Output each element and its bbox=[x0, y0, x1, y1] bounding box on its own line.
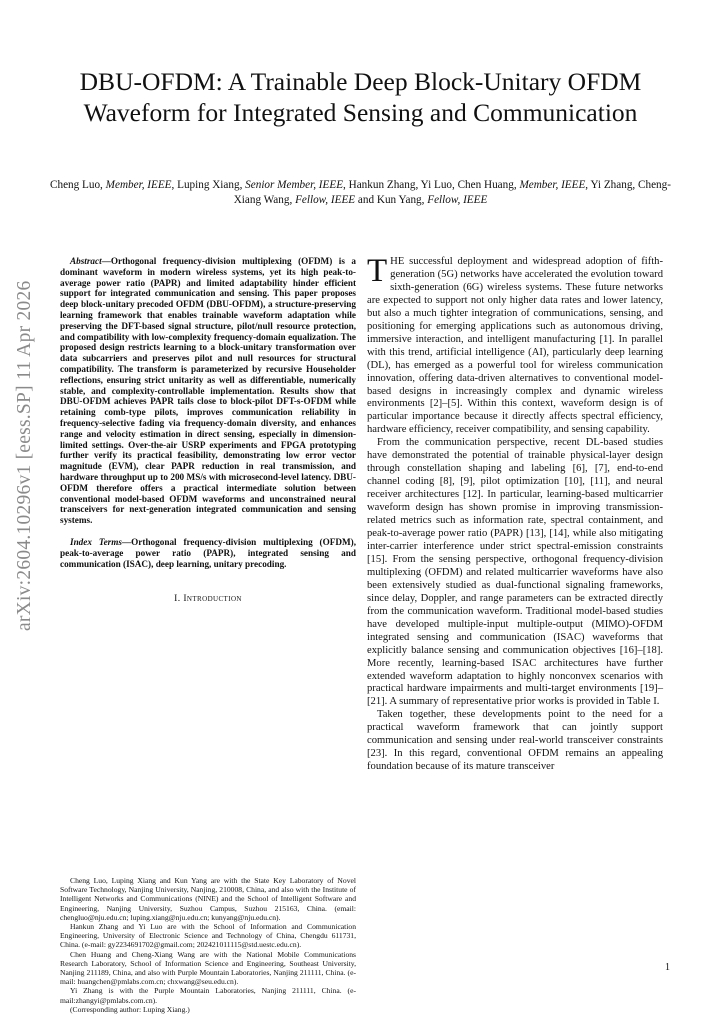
abstract-text: —Orthogonal frequency-division multiplexing (OFDM) is a dominant waveform in modern wireless systems, yet its high peak-to-average power ratio (PAPR) and limited adaptability hinder efficient support for integrated communication and sensing. This paper proposes deep block-unitary precoded OFDM (DBU-OFDM), a structure-preserving learning framework that enables trainable waveform adaptation while preserving the DFT-based signal structure, pilot/null resource protection, and compatibility with low-complexity frequency-domain equalization. The proposed design restricts learning to a block-unitary transformation over data subcarriers and preserves pilot and null resources for structural compatibility. The transform is parameterized by recursive Householder reflections, ensuring strict unitarity as well as differentiable, numerically stable, and complexity-controllable implementation. Results show that DBU-OFDM achieves PAPR tails close to block-pilot DFT-s-OFDM while retaining comb-type pilots, improves communication reliability in frequency-selective fading via frequency-domain diversity, and enhances range and velocity estimation in direct sensing, especially in dimension-limited settings. Over-the-air USRP experiments and FPGA prototyping further verify its practical feasibility, demonstrating low error vector magnitude (EVM), clear PAPR reduction in real transmission, and hardware throughput up to 200 MS/s with microsecond-level latency. DBU-OFDM therefore offers a practical intermediate solution between conventional model-based OFDM waveforms and unconstrained neural transceivers for next-generation integrated communication and sensing systems. bbox=[60, 256, 356, 526]
intro-paragraph-3: Taken together, these developments point to the need for a practical waveform framework that can jointly support communication and sensing under real-world transceiver constraints [23]. In this regard, conventional OFDM remains an appealing foundation because of its mature transceiver bbox=[367, 709, 663, 773]
section-numeral: I. bbox=[174, 593, 184, 605]
section-heading bbox=[60, 593, 356, 605]
section-title: Introduction bbox=[183, 593, 242, 605]
intro-paragraph-1-text: HE successful deployment and widespread adoption of fifth-generation (5G) networks have accelerated the evolution toward sixth-generation (6G) wireless systems. These future networks are expected to support not only higher data rates and lower latency, but also a much tighter integration of communications, sensing, and positioning for emerging applications such as autonomous driving, immersive interaction, and intelligent manufacturing [1]. In parallel with this trend, artificial intelligence (AI), particularly deep learning (DL), has emerged as a powerful tool for wireless communication innovation, offering data-driven alternatives to conventional model-based designs in increasingly complex and dynamic wireless environments [2]–[5]. Within this context, waveform design is of particular importance because it directly affects spectral efficiency, hardware efficiency, receiver compatibility, and sensing capability. bbox=[367, 256, 663, 436]
author-membership: Senior Member, IEEE bbox=[245, 179, 344, 191]
abstract-label: Abstract bbox=[70, 256, 102, 266]
author-names: Cheng Luo, bbox=[50, 179, 106, 191]
author-names: , Hankun Zhang, Yi Luo, Chen Huang, bbox=[343, 179, 520, 191]
intro-paragraph-2: From the communication perspective, recent DL-based studies have demonstrated the potential of trainable physical-layer design through constellation shaping and labeling [6], [7], end-to-end channel coding [8], [9], pilot optimization [10], [11], and neural receiver architectures [12]. In particular, learning-based multicarrier waveform design has shown promise in improving transmission-related metrics such as information rate, spectral containment, and peak-to-average power ratio (PAPR) [13], [14], while also mitigating inter-carrier interference under strict spectral-emission constraints [15]. From the sensing perspective, orthogonal frequency-division multiplexing (OFDM) and related multicarrier waveforms have also been extensively studied as dual-functional signaling frameworks, since delay, Doppler, and range parameters can be extracted directly from the communication waveform. Traditional model-based studies have developed multiple-input multiple-output (MIMO)-OFDM integrated sensing and communication (ISAC) waveforms that explicitly balance sensing and communication objectives [16]–[18]. More recently, learning-based ISAC architectures have further extended waveform adaptation to highly nonconvex scenarios with practical hardware impairments and multi-target environments [19]–[21]. A summary of representative prior works is provided in Table I. bbox=[367, 437, 663, 708]
author-membership: Member, IEEE bbox=[105, 179, 172, 191]
footnote: Yi Zhang is with the Purple Mountain Laboratories, Nanjing 211111, China. (e-mail:zhangyi@pmlabs.com.cn). bbox=[60, 986, 356, 1005]
footnote: Chen Huang and Cheng-Xiang Wang are with the National Mobile Communications Research Laboratory, School of Information Science and Engineering, Southeast University, Nanjing 211189, China, and also with Purple Mountain Laboratories, Nanjing 211111, China. (e-mail: huangchen@pmlabs.com.cn; chxwang@seu.edu.cn). bbox=[60, 949, 356, 987]
arxiv-stamp: arXiv:2604.10296v1 [eess.SP] 11 Apr 2026 bbox=[14, 280, 35, 632]
index-terms bbox=[60, 537, 356, 569]
page-number: 1 bbox=[665, 962, 670, 973]
footnote: (Corresponding author: Luping Xiang.) bbox=[70, 1004, 190, 1014]
index-terms-text: —Orthogonal frequency-division multiplexing (OFDM), peak-to-average power ratio (PAPR), integrated sensing and communication (ISAC), deep learning, unitary precoding. bbox=[60, 536, 357, 569]
author-footnotes bbox=[60, 876, 356, 1014]
author-names: and Kun Yang, bbox=[355, 194, 428, 206]
abstract bbox=[60, 256, 356, 526]
intro-paragraph-1 bbox=[367, 253, 663, 437]
footnote: Cheng Luo, Luping Xiang and Kun Yang are with the State Key Laboratory of Novel Software Technology, Nanjing University, Nanjing, 210008, China, and also with the Institute of Intelligent Networks and Communications (NINE) and the School of Intelligent Software and Engineering, Nanjing University, Suzhou Campus, Suzhou 215163, China. (email: chengluo@nju.edu.cn; luping.xiang@nju.edu.cn; kunyang@nju.edu.cn). bbox=[60, 876, 356, 922]
author-names: , Yi Zhang, Cheng-Xiang Wang, bbox=[233, 179, 671, 206]
left-column bbox=[60, 256, 356, 605]
drop-cap: T bbox=[367, 253, 388, 289]
author-list bbox=[48, 178, 673, 208]
author-membership: Fellow, IEEE bbox=[427, 194, 488, 206]
right-column bbox=[367, 253, 663, 774]
author-names: , Luping Xiang, bbox=[171, 179, 246, 191]
paper-title: DBU-OFDM: A Trainable Deep Block-Unitary OFDM Waveform for Integrated Sensing and Communication bbox=[79, 67, 642, 127]
footnote: Hankun Zhang and Yi Luo are with the School of Information and Communication Engineering, University of Electronic Science and Technology of China, Chengdu 611731, China. (e-mail: gy2234691702@gmail.com; 202421011115@std.uestc.edu.cn). bbox=[60, 922, 356, 950]
index-terms-label: Index Terms bbox=[70, 536, 122, 547]
author-membership: Member, IEEE bbox=[519, 179, 586, 191]
author-membership: Fellow, IEEE bbox=[295, 194, 356, 206]
